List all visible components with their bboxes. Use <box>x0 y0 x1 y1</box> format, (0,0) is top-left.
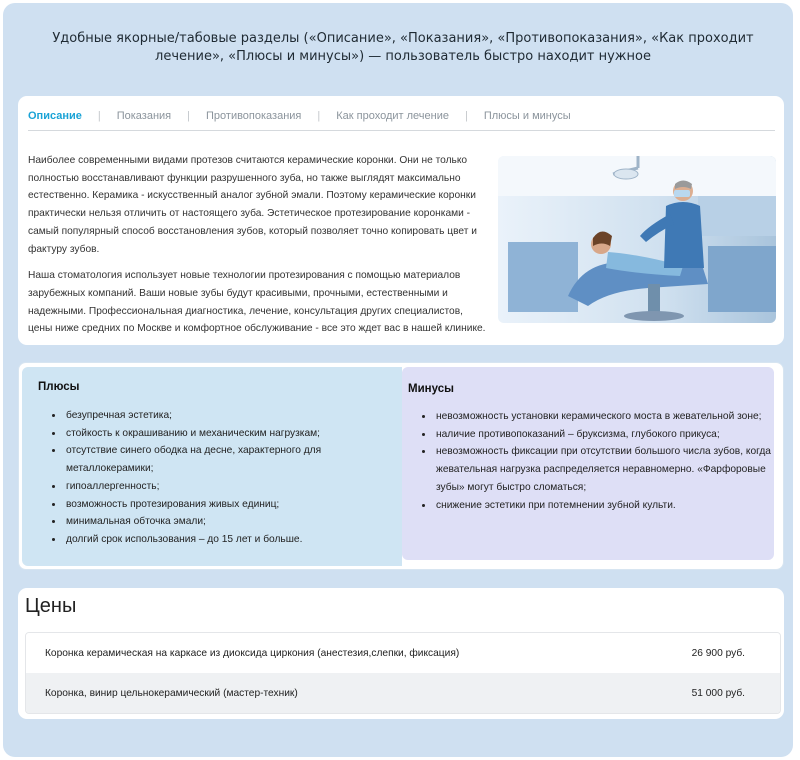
tab-treatment-process[interactable]: Как проходит лечение <box>336 110 449 122</box>
tab-separator: | <box>317 110 321 122</box>
tab-pros-cons[interactable]: Плюсы и минусы <box>483 110 571 122</box>
price-item-value: 26 900 руб. <box>691 647 745 659</box>
pros-heading: Плюсы <box>38 381 80 393</box>
caption-text: Удобные якорные/табовые разделы («Описание», «Показания», «Противопоказания», «Как проходит лечение», «Плюсы и минусы») — пользователь быстро находит нужное <box>52 31 754 64</box>
prices-title: Цены <box>25 595 77 617</box>
list-item: • безупречная эстетика; <box>64 407 384 425</box>
cons-heading: Минусы <box>408 383 454 395</box>
list-item: • невозможность установки керамического моста в жевательной зоне; <box>434 408 774 426</box>
pros-cons-card <box>18 362 784 570</box>
list-item: • отсутствие синего ободка на десне, характерного для металлокерамики; <box>64 442 384 477</box>
table-row <box>26 673 780 713</box>
tab-indications[interactable]: Показания <box>116 110 172 122</box>
tab-contraindications[interactable]: Противопоказания <box>206 110 302 122</box>
tabs-divider <box>28 130 775 131</box>
description-card <box>18 96 784 345</box>
tab-description[interactable]: Описание <box>28 110 82 122</box>
list-item: • невозможность фиксации при отсутствии большого числа зубов, когда жевательная нагрузка распределяется неравномерно. «Фарфоровые зубы» могут быстро сломаться; <box>434 443 774 496</box>
table-row <box>26 633 780 673</box>
price-item-value: 51 000 руб. <box>691 687 745 699</box>
pros-panel <box>22 367 402 566</box>
list-item: • долгий срок использования – до 15 лет и больше. <box>64 531 384 549</box>
outer-frame <box>3 3 793 757</box>
tab-separator: | <box>187 110 190 122</box>
tab-separator: | <box>97 110 101 122</box>
list-item: • снижение эстетики при потемнении зубной культи. <box>434 497 774 515</box>
list-item: • стойкость к окрашиванию и механическим нагрузкам; <box>64 425 384 443</box>
list-item: • гипоаллергенность; <box>64 478 384 496</box>
list-item: • наличие противопоказаний – бруксизма, глубокого прикуса; <box>434 426 774 444</box>
description-paragraph: Наша стоматология использует новые технологии протезирования с помощью материалов зарубежных компаний. Ваши новые зубы будут красивыми, прочными, естественными и надежными. Профессиональная диагностика, лечение, консультация других специалистов, цены ниже средних по Москве и комфортное обслуживание - все это ждет вас в нашей клинике. <box>28 270 486 335</box>
pros-list <box>38 407 384 549</box>
cons-list <box>408 408 774 514</box>
list-item: • минимальная обточка эмали; <box>64 513 384 531</box>
prices-table <box>25 632 781 714</box>
description-text <box>28 152 488 347</box>
prices-card <box>18 588 784 719</box>
dentist-patient-photo <box>498 156 776 323</box>
tab-separator: | <box>464 110 468 122</box>
section-tabs <box>28 108 571 124</box>
list-item: • возможность протезирования живых единиц; <box>64 496 384 514</box>
price-item-name: Коронка керамическая на каркасе из диоксида циркония (анестезия,слепки, фиксация) <box>45 647 460 659</box>
price-item-name: Коронка, винир цельнокерамический (мастер-техник) <box>45 687 298 699</box>
cons-panel <box>402 367 774 560</box>
description-paragraph: Наиболее современными видами протезов считаются керамические коронки. Они не только полностью восстанавливают функции разрушенного зуба, но также выглядят максимально естественно. Керамика - искусственный аналог зубной эмали. Поэтому керамические коронки практически нельзя отличить от настоящего зуба. Эстетическое протезирование коронками - самый популярный способ восстановления зубов, который позволяет точно копировать цвет и фактуру зубов. <box>28 155 477 255</box>
